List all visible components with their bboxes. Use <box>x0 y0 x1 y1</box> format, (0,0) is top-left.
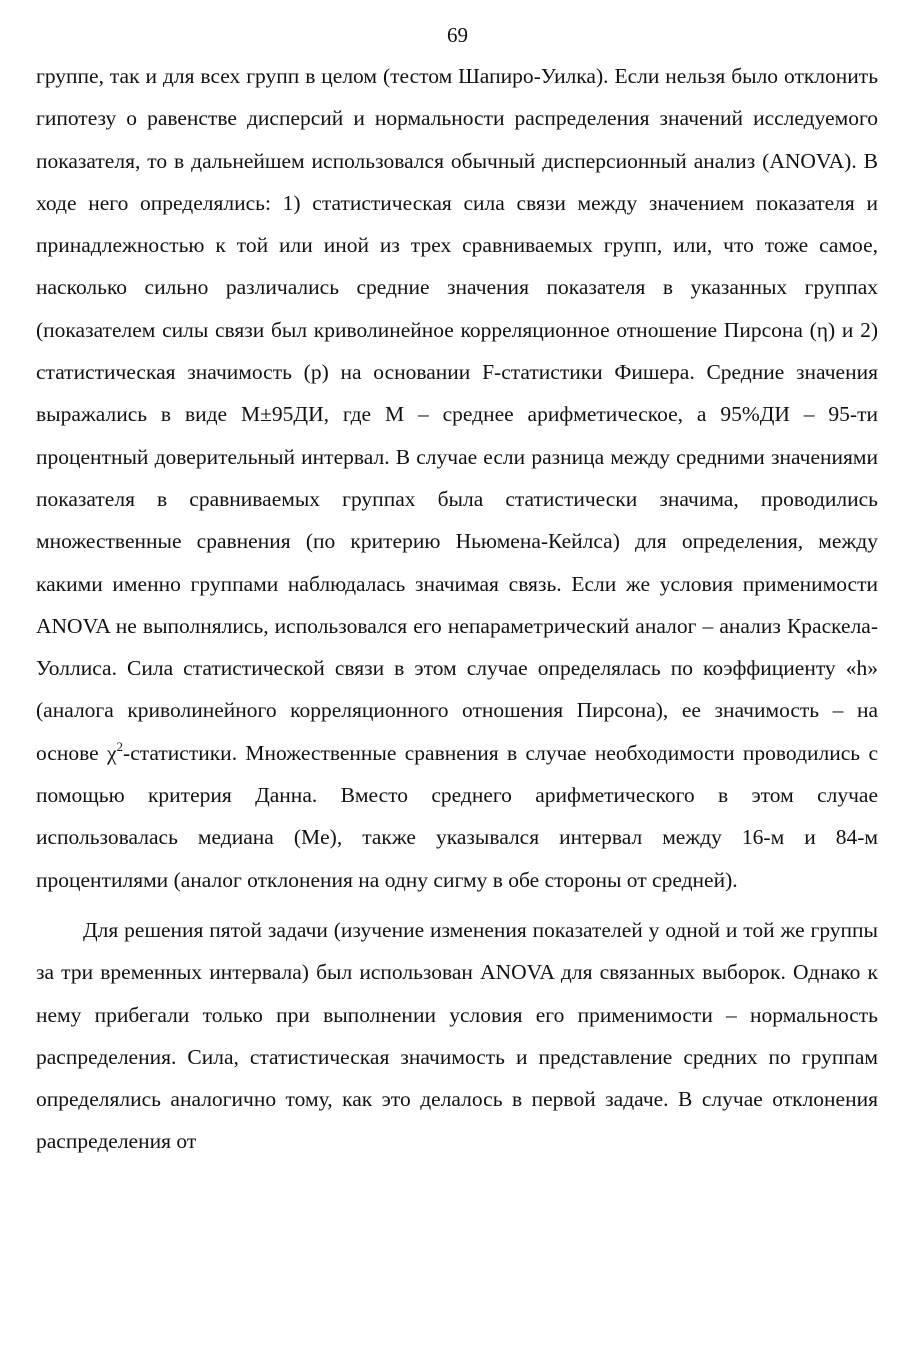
paragraph-text: -статистики. Множественные сравнения в случае необходимости проводились с помощью критерия Данна. Вместо среднего арифметического в этом случае использовалась медиана (Me), также указывался интервал между 16-м и 84-м процентилями (аналог отклонения на одну сигму в обе стороны от средней). <box>36 740 878 892</box>
paragraph-statistics-methods <box>36 55 878 901</box>
paragraph-fifth-task: Для решения пятой задачи (изучение изменения показателей у одной и той же группы за три временных интервала) был использован ANOVA для связанных выборок. Однако к нему прибегали только при выполнении условия его применимости – нормальность распределения. Сила, статистическая значимость и представление средних по группам определялись аналогично тому, как это делалось в первой задаче. В случае отклонения распределения от <box>36 917 878 1154</box>
paragraph-text: группе, так и для всех групп в целом (тестом Шапиро-Уилка). Если нельзя было отклонить гипотезу о равенстве дисперсий и нормальности распределения значений исследуемого показателя, то в дальнейшем использовался обычный дисперсионный анализ (ANOVA). В ходе него определялись: 1) статистическая сила связи между значением показателя и принадлежностью к той или иной из трех сравниваемых групп, или, что тоже самое, насколько сильно различались средние значения показателя в указанных группах (показателем силы связи был криволинейное корреляционное отношение Пирсона (η) и 2) статистическая значимость (р) на основании F-статистики Фишера. Средние значения выражались в виде M±95ДИ, где М – среднее арифметическое, а 95%ДИ – 95-ти процентный доверительный интервал. В случае если разница между средними значениями показателя в сравниваемых группах была статистически значима, проводились множественные сравнения (по критерию Ньюмена-Кейлса) для определения, между какими именно группами наблюдалась значимая связь. Если же условия применимости ANOVA не выполнялись, использовался его непараметрический аналог – анализ Краскела-Уоллиса. Сила статистической связи в этом случае определялась по коэффициенту «h» (аналога криволинейного корреляционного отношения Пирсона), ее значимость – на основе χ <box>36 64 878 765</box>
document-body <box>36 55 878 1163</box>
superscript: 2 <box>116 738 124 754</box>
page-number: 69 <box>447 23 468 47</box>
